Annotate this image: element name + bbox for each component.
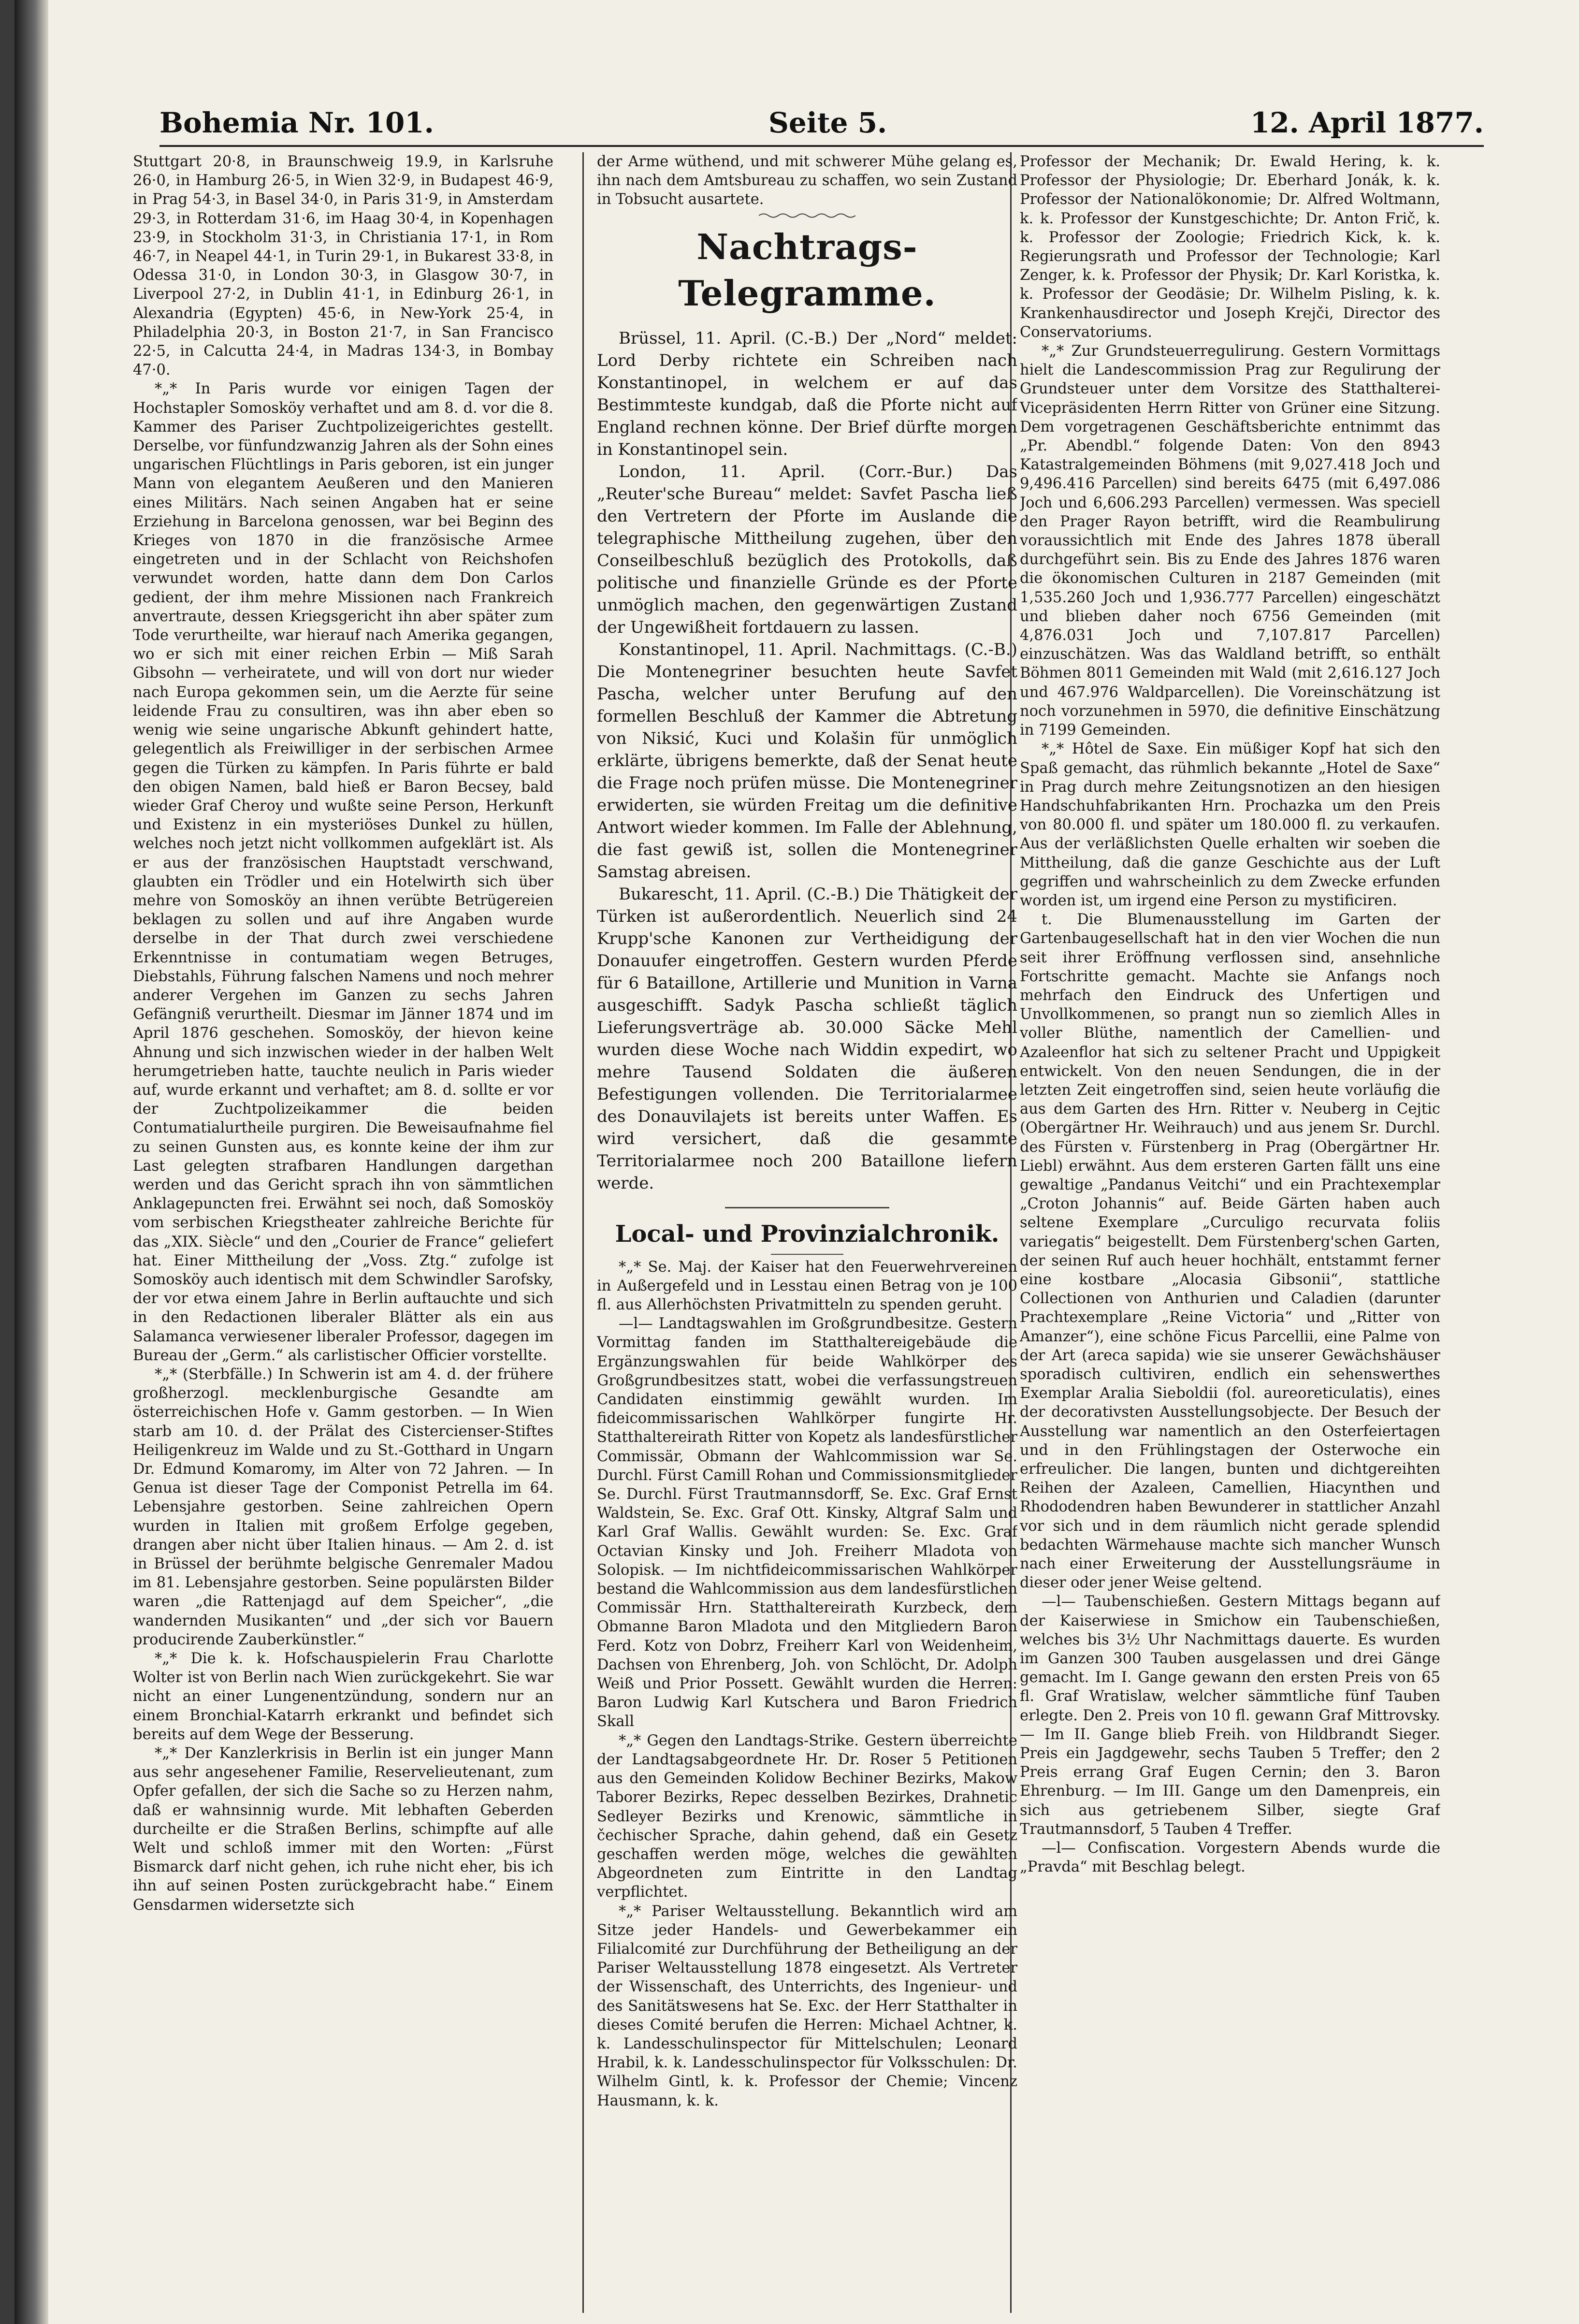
article-kanzlerkrisis: *„* Der Kanzlerkrisis in Berlin ist ein junger Mann aus sehr angesehener Familie, Reservelieutenant, zum Opfer gefallen, der sich die Sache so zu Herzen nahm, daß er wahnsinnig wurde. Mit lebhaften Geberden durcheilte er die Straßen Berlins, schimpfte auf alle Welt und schloß immer mit den Worten: „Fürst Bismarck darf nicht gehen, ich ruhe nicht eher, bis ich ihn auf seinen Posten zurückgebracht habe.“ Einem Gensdarmen widersetzte sich [133,1745,553,1914]
article-somoskoy: *„* In Paris wurde vor einigen Tagen der Hochstapler Somosköy verhaftet und am 8. d. vor die 8. Kammer des Pariser Zuchtpolizeigerichtes gestellt. Derselbe, vor fünfundzwanzig Jahren als der Sohn eines ungarischen Flüchtlings in Paris geboren, ist ein junger Mann von elegantem Aeußeren und den Manieren eines Militärs. Nach seinen Angaben hat er seine Erziehung in Barcelona genossen, war bei Beginn des Krieges von 1870 in die französische Armee eingetreten und in der Schlacht von Reichshofen verwundet worden, hatte dann dem Don Carlos gedient, der ihm mehre Missionen nach Frankreich anvertraute, dessen Kriegsgericht ihn aber später zum Tode verurtheilte, war hierauf nach Amerika gegangen, wo er sich mit einer reichen Erbin — Miß Sarah Gibsohn — verheiratete, und will von dort nur wieder nach Europa gekommen sein, um die Aerzte für seine leidende Frau zu consultiren, was ihn aber eben so wenig wie seine ungarische Abkunft gehindert hatte, gelegentlich als Freiwilliger in der serbischen Armee gegen die Türken zu kämpfen. In Paris führte er bald den obigen Namen, bald hieß er Baron Becsey, bald wieder Graf Cheroy und wußte seine Person, Herkunft und Existenz in ein mysteriöses Dunkel zu hüllen, welches noch jetzt nicht vollkommen aufgeklärt ist. Als er aus der französischen Hauptstadt verschwand, glaubten ein Trödler und ein Hotelwirth sich über mehre von Somosköy an ihnen verübte Betrügereien beklagen zu sollen und auf ihre Angaben wurde derselbe in der That durch zwei verschiedene Erkenntnisse in contumatiam wegen Betruges, Diebstahls, Führung falschen Namens und noch mehrer anderer Vergehen im Ganzen zu sechs Jahren Gefängniß verurtheilt. Diesmar im Jänner 1874 und im April 1876 geschehen. Somosköy, der hievon keine Ahnung und sich inzwischen wieder in der halben Welt herumgetrieben hatte, tauchte neulich in Paris wieder auf, wurde erkannt und verhaftet; am 8. d. sollte er vor der Zuchtpolizeikammer die beiden Contumatialurtheile purgiren. Die Beweisaufnahme fiel zu seinen Gunsten aus, es konnte keine der ihm zur Last gelegten strafbaren Handlungen dargethan werden und das Gericht sprach ihn von sämmtlichen Anklagepuncten frei. Erwähnt sei noch, daß Somosköy vom serbischen Kriegstheater zahlreiche Berichte für das „XIX. Siècle“ und den „Courier de France“ geliefert hat. Einer Mittheilung der „Voss. Ztg.“ zufolge ist Somosköy auch identisch mit dem Schwindler Sarofsky, der vor etwa einem Jahre in Berlin auftauchte und sich in den Redactionen liberaler Blätter als ein aus Salamanca verwiesener liberaler Professor, dagegen im Bureau der „Germ.“ als carlistischer Officier vorstellte. [133,380,553,1364]
article-blumenausstellung: t. Die Blumenausstellung im Garten der Gartenbaugesellschaft hat in den vier Wochen die nun seit ihrer Eröffnung verflossen sind, ansehnliche Fortschritte gemacht. Machte sie Anfangs noch mehrfach den Eindruck des Unfertigen und Unvollkommenen, so prangt nun so ziemlich Alles in voller Blüthe, namentlich der Camellien- und Azaleenflor hat sich zu seltener Pracht und Uppigkeit entwickelt. Von den neuen Sendungen, die in der letzten Zeit eingetroffen sind, seien heute vorläufig die aus dem Garten des Hrn. Ritter v. Neuberg in Cejtic (Obergärtner Hr. Weihrauch) und aus jenem Sr. Durchl. des Fürsten v. Fürstenberg in Prag (Obergärtner Hr. Liebl) erwähnt. Aus dem ersteren Garten fällt uns eine gewaltige „Pandanus Veitchi“ und ein Prachtexemplar „Croton Johannis“ auf. Beide Gärten haben auch seltene Exemplare „Curculigo recurvata foliis variegatis“ beigestellt. Dem Fürstenberg'schen Garten, der seinen Ruf auch heuer hochhält, entstammt ferner eine kostbare „Alocasia Gibsonii“, stattliche Collectionen von Anthurien und Caladien (darunter Prachtexemplare „Reine Victoria“ und „Ritter von Amanzer“), eine schöne Ficus Parcellii, eine Palme von der Art (areca sapida) wie sie unserer Gewächshäuser sporadisch cultiviren, endlich ein sehenswerthes Exemplar Aralia Sieboldii (fol. aureoreticulatis), eines der decorativsten Ausstellungsobjecte. Der Besuch der Ausstellung war namentlich an den Osterfeiertagen und in den Frühlingstagen der Osterwoche ein erfreulicher. Die langen, bunten und dichtgereihten Reihen der Azaleen, Camellien, Hiacynthen und Rhododendren haben Bewunderer in stattlicher Anzahl vor sich und in dem räumlich nicht gerade splendid bedachten Wärmehause machte sich mancher Wunsch nach einer Erweiterung der Ausstellungsräume in dieser oder jener Weise geltend. [1020,911,1440,1592]
telegram-konstantinopel: Konstantinopel, 11. April. Nachmittags. (C.-B.) Die Montenegriner besuchten heute Savfet Pascha, welcher unter Berufung auf den formellen Beschluß der Kammer die Abtretung von Niksić, Kuci und Kolašin für unmöglich erklärte, übrigens bemerkte, daß der Senat heute die Frage noch prüfen müsse. Die Montenegriner erwiderten, sie würden Freitag um die definitive Antwort wieder kommen. Im Falle der Ablehnung, die fast gewiß ist, sollen die Montenegriner Samstag abreisen. [597,639,1017,882]
header-rule [159,145,1484,147]
page-header [159,106,1484,150]
local-chronicle-heading: Local- und Provinzialchronik. [615,1220,1000,1248]
article-mortality-continued: Stuttgart 20·8, in Braunschweig 19.9, in Karlsruhe 26·0, in Hamburg 26·5, in Wien 32·9, in Budapest 46·9, in Prag 54·3, in Basel 34·0, in Paris 31·9, in Amsterdam 29·3, in Rotterdam 31·6, im Haag 30·4, in Kopenhagen 23·9, in Stockholm 31·3, in Christiania 17·1, in Rom 46·7, in Neapel 44·1, in Turin 29·1, in Bukarest 33·8, in Odessa 31·0, in London 30·3, in Glasgow 30·7, in Liverpool 27·2, in Dublin 41·1, in Edinburg 26·1, in Alexandria (Egypten) 45·6, in New-York 25·4, in Philadelphia 20·3, in Boston 21·7, in San Francisco 22·5, in Calcutta 24·4, in Madras 134·3, in Bombay 47·0. [133,153,553,379]
telegram-bruessel: Brüssel, 11. April. (C.-B.) Der „Nord“ meldet: Lord Derby richtete ein Schreiben nach Konstantinopel, in welchem er auf das Bestimmteste kundgab, daß die Pforte nicht auf England rechnen könne. Der Brief dürfte morgen in Konstantinopel sein. [597,328,1017,459]
section-divider [725,1207,889,1208]
newspaper-page [14,0,1579,2324]
telegram-london: London, 11. April. (Corr.-Bur.) Das „Reuter'sche Bureau“ meldet: Savfet Pascha ließ den Vertretern der Pforte im Auslande die telegraphische Mittheilung zugehen, über den Conseilbeschluß bezüglich des Protokolls, daß politische und finanzielle Gründe es der Pforte unmöglich machen, den gegenwärtigen Zustand der Ungewißheit fortdauern zu lassen. [597,462,1017,637]
telegram-bukarescht: Bukarescht, 11. April. (C.-B.) Die Thätigkeit der Türken ist außerordentlich. Neuerlich sind 24 Krupp'sche Kanonen zur Vertheidigung der Donauufer eingetroffen. Gestern wurden Pferde für 6 Bataillone, Artillerie und Munition in Varna ausgeschifft. Sadyk Pascha schließt täglich Lieferungsverträge ab. 30.000 Säcke Mehl wurden diese Woche nach Widdin expedirt, wo mehre Tausend Soldaten die äußeren Befestigungen vollenden. Die Territorialarmee des Donauvilajets ist bereits unter Waffen. Es wird versichert, daß die gesammte Territorialarmee noch 200 Bataillone liefern werde. [597,884,1017,1193]
article-kaiser-spende: *„* Se. Maj. der Kaiser hat den Feuerwehrvereinen in Außergefeld und in Lesstau einen Betrag von je 100 fl. aus Allerhöchsten Privatmitteln zu spenden geruht. [597,1258,1017,1314]
column-3 [1020,152,1440,2294]
column-2 [597,152,1017,2294]
article-landtagswahlen: —l— Landtagswahlen im Großgrundbesitze. Gestern Vormittag fanden im Statthaltereigebäude die Ergänzungswahlen für beide Wahlkörper des Großgrundbesitzes statt, wobei die verfassungstreuen Candidaten einstimmig gewählt wurden. Im fideicommissarischen Wahlkörper fungirte Hr. Statthaltereirath Ritter von Kopetz als landesfürstlicher Commissär, Obmann der Wahlcommission war Se. Durchl. Fürst Camill Rohan und Commissionsmitglieder Se. Durchl. Fürst Trautmannsdorff, Se. Exc. Graf Ernst Waldstein, Se. Exc. Graf Ott. Kinsky, Altgraf Salm und Karl Graf Wallis. Gewählt wurden: Se. Exc. Graf Octavian Kinsky und Joh. Freiherr Mladota von Solopisk. — Im nichtfideicommissarischen Wahlkörper bestand die Wahlcommission aus dem landesfürstlichen Commissär Hrn. Statthaltereirath Kurzbeck, dem Obmanne Baron Mladota und den Mitgliedern Baron Ferd. Kotz von Dobrz, Freiherr Karl von Weidenheim, Dachsen von Ehrenberg, Joh. von Schlöcht, Dr. Adolph Weiß und Prior Possett. Gewählt wurden die Herren: Baron Ludwig Karl Kutschera und Baron Friedrich Skall [597,1315,1017,1730]
article-hotel-de-saxe: *„* Hôtel de Saxe. Ein müßiger Kopf hat sich den Spaß gemacht, das rühmlich bekannte „Hotel de Saxe“ in Prag durch mehre Zeitungsnotizen an den hiesigen Handschuhfabrikanten Hrn. Prochazka um den Preis von 80.000 fl. und später um 180.000 fl. zu verkaufen. Aus der verläßlichsten Quelle erhalten wir soeben die Mittheilung, daß die ganze Geschichte aus der Luft gegriffen und wahrscheinlich zu dem Zwecke erfunden worden ist, um irgend eine Person zu mystificiren. [1020,741,1440,909]
article-landtags-strike: *„* Gegen den Landtags-Strike. Gestern überreichte der Landtagsabgeordnete Hr. Dr. Roser 5 Petitionen aus den Gemeinden Kolidow Bechiner Bezirks, Makow Taborer Bezirks, Repec desselben Bezirkes, Drahnetic Sedleyer Bezirks und Krenowic, sämmtliche in čechischer Sprache, dahin gehend, daß ein Gesetz geschaffen werden möge, welches die gewählten Abgeordneten zum Eintritte in den Landtag verpflichtet. [597,1732,1017,1901]
header-masthead: Bohemia Nr. 101. [159,106,434,139]
article-grundsteuer: *„* Zur Grundsteuerregulirung. Gestern Vormittags hielt die Landescommission Prag zur Regulirung der Grundsteuer unter dem Vorsitze des Statthalterei-Vicepräsidenten Herrn Ritter von Grüner eine Sitzung. Dem vorgetragenen Geschäftsberichte entnimmt das „Pr. Abendbl.“ folgende Daten: Von den 8943 Katastralgemeinden Böhmens (mit 9,027.418 Joch und 9,496.416 Parcellen) sind bereits 6475 (mit 6,497.086 Joch und 6,606.293 Parcellen) vermessen. Was speciell den Prager Rayon betrifft, wird die Reambulirung voraussichtlich mit Ende des Jahres 1878 überall durchgeführt sein. Bis zu Ende des Jahres 1876 waren die ökonomischen Culturen in 2187 Gemeinden (mit 1,535.260 Joch und 1,936.777 Parcellen) eingeschätzt und blieben daher noch 6756 Gemeinden (mit 4,876.031 Joch und 7,107.817 Parcellen) einzuschätzen. Was das Waldland betrifft, so enthält Böhmen 8011 Gemeinden mit Wald (mit 2,616.127 Joch und 467.976 Waldparcellen). Die Voreinschätzung ist noch vorzunehmen in 5970, die definitive Einschätzung in 7199 Gemeinden. [1020,343,1440,739]
article-weltausstellung: *„* Pariser Weltausstellung. Bekanntlich wird am Sitze jeder Handels- und Gewerbekammer ein Filialcomité zur Durchführung der Betheiligung an der Pariser Weltausstellung 1878 eingesetzt. Als Vertreter der Wissenschaft, des Unterrichts, des Ingenieur- und des Sanitätswesens hat Se. Exc. der Herr Statthalter in dieses Comité berufen die Herren: Michael Achtner, k. k. Landesschulinspector für Mittelschulen; Leonard Hrabil, k. k. Landesschulinspector für Volksschulen: Dr. Wilhelm Gintl, k. k. Professor der Chemie; Vincenz Hausmann, k. k. [597,1903,1017,2109]
column-rule-1 [582,152,584,2313]
article-kanzlerkrisis-continued: der Arme wüthend, und mit schwerer Mühe gelang es, ihn nach dem Amtsbureau zu schaffen, wo sein Zustand in Tobsucht ausartete. [597,153,1017,208]
article-weltausstellung-continued: Professor der Mechanik; Dr. Ewald Hering, k. k. Professor der Physiologie; Dr. Eberhard Jonák, k. k. Professor der Nationalökonomie; Dr. Alfred Woltmann, k. k. Professor der Kunstgeschichte; Dr. Anton Frič, k. k. Professor der Zoologie; Friedrich Kick, k. k. Regierungsrath und Professor der Technologie; Karl Zenger, k. k. Professor der Physik; Dr. Karl Koristka, k. k. Professor der Geodäsie; Dr. Wilhelm Pisling, k. k. Krankenhausdirector und Joseph Krejči, Director des Conservatoriums. [1020,153,1440,341]
header-page-number: Seite 5. [768,106,887,139]
column-1 [133,152,553,2294]
article-confiscation: —l— Confiscation. Vorgestern Abends wurde die „Pravda“ mit Beschlag belegt. [1020,1840,1440,1876]
article-taubenschiessen: —l— Taubenschießen. Gestern Mittags begann auf der Kaiserwiese in Smichow ein Taubenschießen, welches bis 3½ Uhr Nachmittags dauerte. Es wurden im Ganzen 300 Tauben ausgelassen und drei Gänge gemacht. Im I. Gange gewann den ersten Preis von 65 fl. Graf Wratislaw, welcher sämmtliche fünf Tauben erlegte. Den 2. Preis von 10 fl. gewann Graf Mittrovsky. — Im II. Gange blieb Freih. von Hildbrandt Sieger. Preis ein Jagdgewehr, sechs Tauben 5 Treffer; den 2 Preis errang Graf Eugen Cernin; den 3. Baron Ehrenburg. — Im III. Gange um den Damenpreis, ein sich aus getriebenem Silber, siegte Graf Trautmannsdorf, 5 Tauben 4 Treffer. [1020,1593,1440,1838]
article-wolter: *„* Die k. k. Hofschauspielerin Frau Charlotte Wolter ist von Berlin nach Wien zurückgekehrt. Sie war nicht an einer Lungenentzündung, sondern nur an einem Bronchial-Katarrh erkrankt und befindet sich bereits auf dem Wege der Besserung. [133,1650,553,1743]
heading-underline [771,1254,843,1255]
page-edge-shadow [14,0,48,2324]
telegrams-heading: Nachtrags-Telegramme. [678,226,936,314]
section-ornament [759,212,855,219]
article-sterbfaelle: *„* (Sterbfälle.) In Schwerin ist am 4. d. der frühere großherzogl. mecklenburgische Gesandte am österreichischen Hofe v. Gamm gestorben. — In Wien starb am 10. d. der Prälat des Cistercienser-Stiftes Heiligenkreuz im Walde und zu St.-Gotthard in Ungarn Dr. Edmund Komaromy, im Alter von 72 Jahren. — In Genua ist dieser Tage der Componist Petrella im 64. Lebensjahre gestorben. Seine zahlreichen Opern wurden in Italien mit großem Erfolge gegeben, drangen aber nicht über Italien hinaus. — Am 2. d. ist in Brüssel der berühmte belgische Genremaler Madou im 81. Lebensjahre gestorben. Seine populärsten Bilder waren „die Rattenjagd auf dem Speicher“, „die wandernden Musikanten“ und „der sich vor Bauern producirende Zauberkünstler.“ [133,1366,553,1648]
header-date: 12. April 1877. [1250,106,1484,139]
